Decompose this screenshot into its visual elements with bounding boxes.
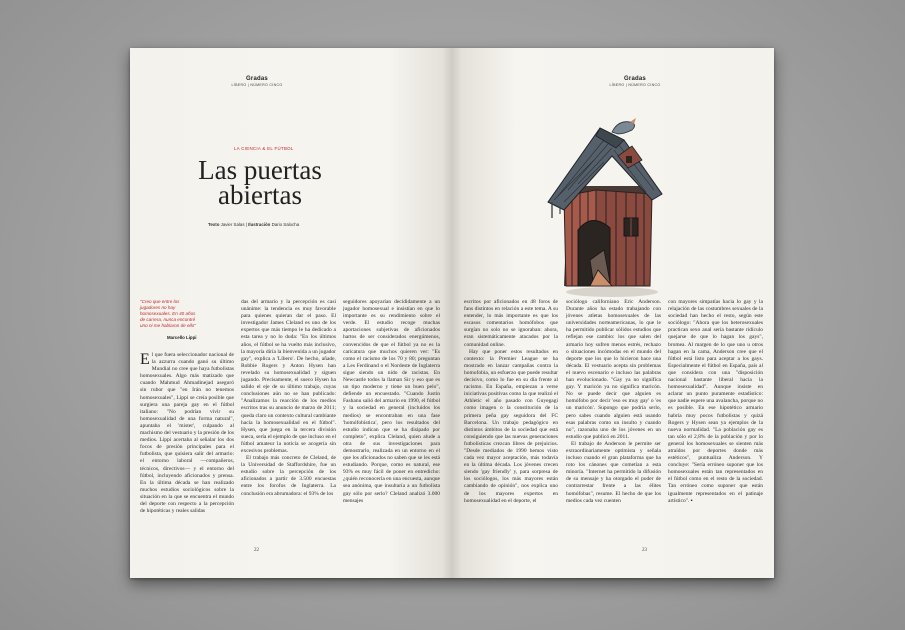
folio-issue: LÍBERO | NÚMERO CINCO <box>231 83 283 87</box>
drop-cap: E <box>140 352 150 368</box>
section-kicker: LA CIENCIA & EL FÚTBOL <box>234 146 294 151</box>
paragraph: seguidores apoyarían decididamente a un jugador homosexual e insistían en que lo importante es su rendimiento sobre el verde. El estudio recoge muchas aportaciones subjetivas de aficionados hartos de ser considerados energúmenos, convencidos de que el fútbol ya no es la caricatura que muchos quieren ver: "Es como el racismo de los 70 y 80; preguntan a Les Ferdinand o el Nordeste de Inglaterra sigue siendo un nido de racistas. En Newcastle todos la llaman Sir y eso que es un tipo moderno y tiene un buen pelo", defiende un encuestado. "Cuando Justin Fashanu salió del armario en 1990, el fútbol y la sociedad en general (incluidos los medios) se encontraban en una fase 'homófobística', pero los resultados del estudio indican que se ha disipado por completo", explica Cleland, quien alude a otra de sus investigaciones para demostrarlo, realizada en un entorno en el que los aficionados no saben que se les está estudiando. Porque, como es natural, ese 93% es muy fácil de poner en entredicho: ¿quién reconocería en una encuesta, aunque sea anónima, que insultaría a un futbolista gay sólo por serlo? Cleland analizó 3.000 mensajes <box>343 299 440 504</box>
left-column-2 <box>241 299 336 541</box>
paragraph-text: l que fuera seleccionador nacional de la azzurra cuando ganó su último Mundial no cree que haya futbolistas homosexuales. Algo más matizado que cuando Mahmud Ahmadinejad aseguró sin rubor que "en Irán no tenemos homosexuales", Lippi se creía posible que surgiera una pareja gay en el fútbol italiano: "No podrían vivir su homosexualidad de una forma natural", apuntaba el 'mister', culpando al machismo del vestuario y la presión de los medios. Lippi acertaba al señalar los dos focos de presión principales para el futbolista, que quisiera salir del armario: el entorno laboral —compañeros, técnicos, directivos— y el entorno del fútbol, incluyendo aficionados y prensa. En la última década se han realizado muchos estudios sociológicos sobre la situación en la que se encuentra el mundo del deporte con respecto a la percepción de hipotéticas y reales salidas <box>140 352 234 515</box>
pull-quote: "Creo que entre los jugadores no hay homosexuales. En 40 años de carrera, nunca encontré uno ni me hablaron de ello" <box>140 299 196 328</box>
title-line-2: abiertas <box>218 180 302 210</box>
paragraph <box>140 352 234 515</box>
folio-magazine: Gradas <box>246 76 268 82</box>
folio-magazine: Gradas <box>624 76 646 82</box>
magazine-spread <box>130 48 774 578</box>
right-folio <box>600 76 670 87</box>
right-column-2 <box>566 299 661 541</box>
paragraph: con mayores simpatías hacia lo gay y la relajación de las costumbres sexuales de la sociedad han hecho el resto, según este sociólogo: "Ahora que los heterosexuales practican sexo anal sería bastante ridículo quejarse de que lo hagan los gays", bromea. Al margen de lo que uno u otros hagan en la cama, Anderson cree que el fútbol está listo para aceptar a los gays. Especialmente el fútbol en España, país al que considera con una "disposición nacional bastante liberal hacia la homosexualidad". Aunque insiste en aclarar un punto puramente estadístico: que nadie espere una avalancha, porque no es posible. En ese hipotético armario habría muy pocos futbolistas y quizá Rogers y Hysen sean ya ejemplos de la nueva normalidad. "La población gay es tan sólo el 2,8% de la población y por lo general los homosexuales se sienten más atraídos por deportes donde más estéticos", puntualiza Anderson. Y concluye: "Sería erróneo suponer que los homosexuales están tan representados en el fútbol como en el resto de la sociedad. Tan erróneo como suponer que están igualmente representados en el patinaje artístico". ▪ <box>668 299 763 504</box>
left-column-3 <box>343 299 440 541</box>
paragraph: sociólogo californiano Eric Anderson. Durante años ha estado trabajando con jóvenes atletas homosexuales de las universidades norteamericanas, lo que le ha permitido publicar sólidos estudios que reflejan ese cambio: los que salen del armario hoy sufren menos estrés, rechazo o situaciones incómodas en el mundo del deporte que los que lo hicieron hace una década. El vestuario acepta sin problemas el nuevo escenario e incluso las palabras han evolucionado. "Gay ya no significa gay. Y maricón ya no significa maricón. No se puede decir que alguien es homófobo por decir 'eso es muy gay' o 'es un maricón'. Supongo que podría serlo, pero sabes cuando alguien está usando esas palabras como un insulto y cuando no", razonaba uno de los jóvenes en un estudio que publicó en 2011. <box>566 299 661 440</box>
article-credits: Texto Javier Salas | Ilustración Dario Salocha <box>208 222 300 227</box>
right-column-1 <box>464 299 558 541</box>
credit-text-label: Texto <box>208 222 220 227</box>
credit-text-author: Javier Salas <box>220 222 245 227</box>
pull-quote-author: Marcello Lippi <box>167 335 197 340</box>
page-number-right: 23 <box>642 548 647 553</box>
page-number-left: 22 <box>254 548 259 553</box>
left-page <box>130 48 452 578</box>
right-page <box>452 48 774 578</box>
right-column-3 <box>668 299 763 541</box>
folio-issue: LÍBERO | NÚMERO CINCO <box>609 83 661 87</box>
credit-illus-author: Dario Salocha <box>271 222 300 227</box>
left-column-1 <box>140 352 234 540</box>
paragraph: El trabajo de Anderson le permite ser extraordinariamente optimista y señala incluso cuando el gran plataforma que ha roto los cánones que cometían a esta minoría. "Internet ha permitido la difusión de su mensaje y ha otorgado el poder de contrarrestar frente a las élites homófobas", resume. El hecho de que los medios cada vez cuenten <box>566 440 661 504</box>
paragraph: El trabajo más concreto de Cleland, de la Universidad de Staffordshire, fue un estudio sobre la percepción de los aficionados a partir de 3.500 encuestas entre los forofos de Inglaterra. La conclusión era abrumadora: el 93% de los <box>241 455 336 497</box>
credit-illus-label: Ilustración <box>248 222 271 227</box>
wooden-house-icon <box>534 110 684 300</box>
left-folio <box>222 76 292 87</box>
paragraph: escritos por aficionados en 48 foros de fans distintos en relación a este tema. A su entender, lo más importante es que los escasos comentarios homófobos que surgían no solo no se ignoraban: ahora, eran sistemáticamente atacados por la comunidad online. <box>464 299 558 348</box>
paragraph: Hay que poner estos resultados en contexto: la Premier League se ha mostrado en lanzar campañas contra la homofobia, un esfuerzo que puede resultar decisivo, como lo fue en su día frente al racismo. En España, empiezan a verse iniciativas positivas como la que realizó el Athletic el año pasado con Guyegagi como imagen o la constitución de la primera peña gay seguidora del FC Barcelona. Un trabajo pedagógico en distintos ámbitos de la sociedad que está consiguiendo que las nuevas generaciones futbolísticas crezcan libres de prejuicios. "Desde mediados de 1990 hemos visto cada vez mayor aceptación, más todavía en la última década. Los jóvenes crecen siendo 'gay friendly' y, para sorpresa de los sociólogos, los más mayores están cambiando de opinión", nos explica uno de los mayores expertos en homosexualidad en el deporte, el <box>464 348 558 504</box>
title-line-1: Las puertas <box>198 155 322 185</box>
article-title <box>190 155 330 210</box>
paragraph: das del armario y la percepción es casi unánime: la tendencia es muy favorable para quienes quieran dar el paso. El investigador James Cleland es uno de los expertos que más tiempo le ha dedicado a esta tarea y no lo duda: "En los últimos años, el fútbol se ha vuelto más inclusivo, la mayoría diría la bienvenida a un jugador gay", explica a 'Líbero'. De hecho, añade, Robbie Rogers y Anton Hysen han revelado su homosexualidad y siguen jugando. Precisamente, el sueco Hysen ha salido el eje de su último trabajo, cuyas conclusiones aún no se han publicado: "Analizamos la reacción de los medios escritos tras su anuncio de marzo de 2011; queda claro un contexto cultural cambiante hacia la homosexualidad en el fútbol". Hysen, que juega en la tercera división sueca, sería el ejemplo de que incluso en el fútbol amateur la noticia se acogería sin excesivos problemas. <box>241 299 336 454</box>
